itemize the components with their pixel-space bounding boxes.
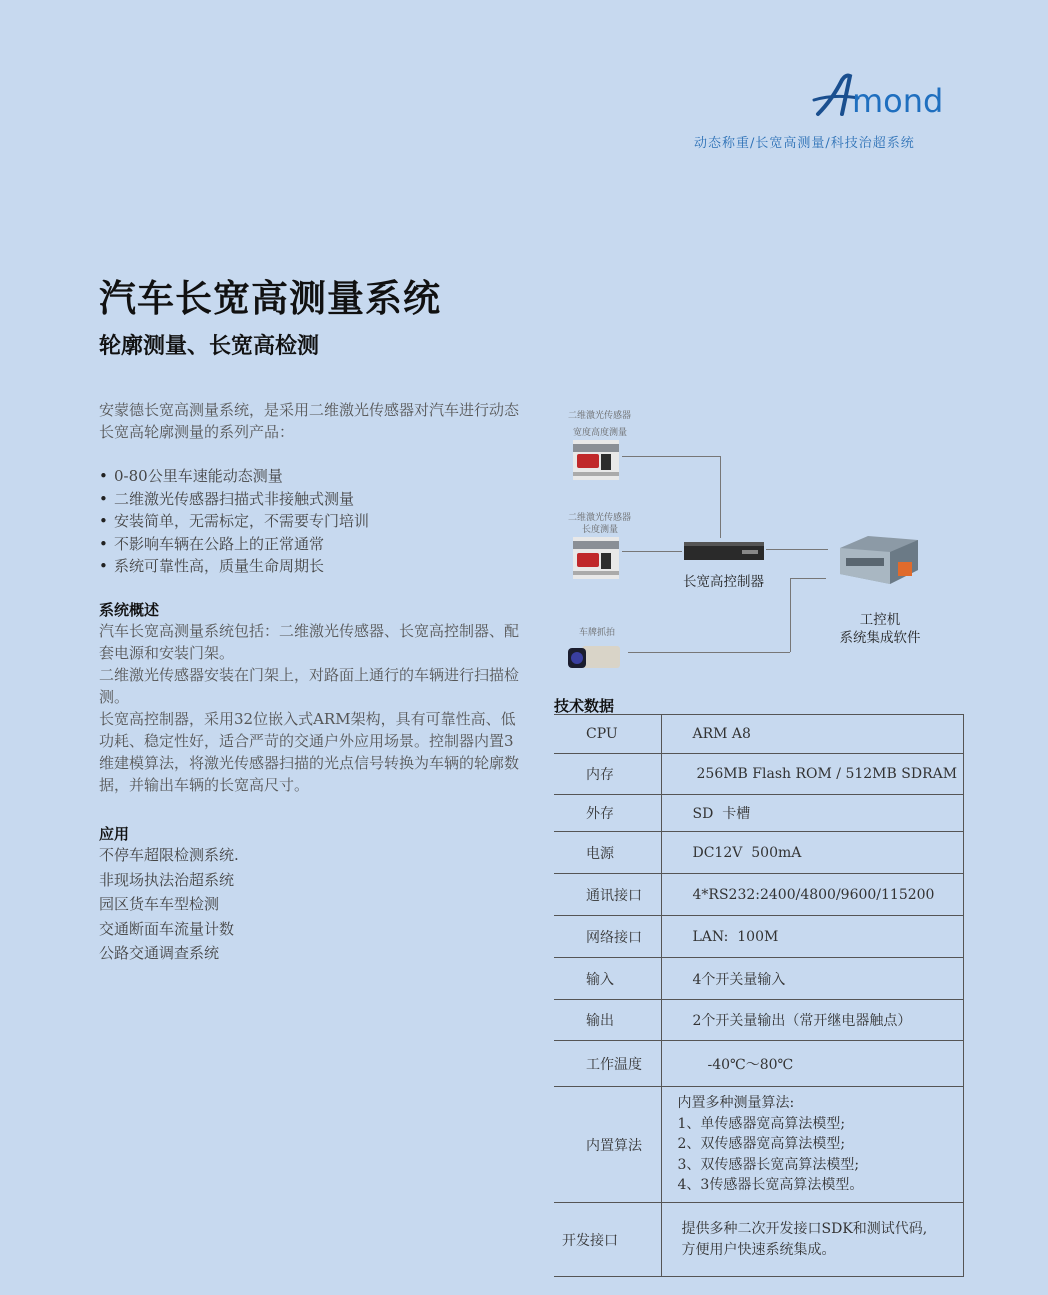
dev-line: 提供多种二次开发接口SDK和测试代码, [681, 1221, 928, 1237]
spec-key: CPU [554, 715, 661, 754]
applications-list [99, 843, 239, 966]
spec-value: DC12V 500mA [661, 832, 964, 874]
spec-row [554, 1000, 964, 1041]
feature-list [99, 465, 529, 578]
spec-key: 内置算法 [554, 1087, 661, 1203]
overview-paragraph: 汽车长宽高测量系统包括：二维激光传感器、长宽高控制器、配套电源和安装门架。 [99, 622, 520, 662]
sensor2-label: 二维激光传感器 [568, 513, 632, 523]
spec-row [554, 795, 964, 832]
laser-sensor-icon [573, 537, 619, 579]
spec-row [554, 832, 964, 874]
overview-paragraph: 二维激光传感器安装在门架上，对路面上通行的车辆进行扫描检测。 [99, 666, 520, 706]
algo-line: 4、3传感器长宽高算法模型。 [677, 1177, 864, 1194]
overview-heading: 系统概述 [99, 601, 160, 619]
spec-key: 内存 [554, 754, 661, 795]
spec-value: LAN: 100M [661, 916, 964, 958]
spec-row [554, 754, 964, 795]
page-subtitle: 轮廓测量、长宽高检测 [99, 333, 320, 359]
spec-row [554, 1041, 964, 1087]
spec-value: 4个开关量输入 [661, 958, 964, 1000]
overview-paragraph: 长宽高控制器，采用32位嵌入式ARM架构，具有可靠性高、低功耗、稳定性好，适合严苛的交通户外应用场景。控制器内置3维建模算法，将激光传感器扫描的光点信号转换为车辆的轮廓数据，并输出车辆的长宽高尺寸。 [99, 710, 520, 794]
controller-label: 长宽高控制器 [683, 574, 764, 590]
brand-logo [812, 70, 952, 122]
pc-label: 工控机 [859, 612, 901, 628]
application-item: 公路交通调查系统 [99, 944, 220, 962]
spec-key: 工作温度 [554, 1041, 661, 1087]
feature-item: • 系统可靠性高，质量生命周期长 [99, 555, 529, 578]
feature-item: • 安装简单，无需标定，不需要专门培训 [99, 510, 529, 533]
spec-value: ARM A8 [661, 715, 964, 754]
spec-key: 输出 [554, 1000, 661, 1041]
spec-value: 256MB Flash ROM / 512MB SDRAM [661, 754, 964, 795]
spec-key: 电源 [554, 832, 661, 874]
algo-line: 内置多种测量算法: [677, 1095, 795, 1112]
overview-body [99, 620, 524, 796]
sensor1-sublabel: 宽度高度测量 [573, 428, 628, 438]
spec-row [554, 715, 964, 754]
connector-line [790, 578, 826, 579]
connector-line [766, 549, 828, 550]
camera-icon [568, 640, 622, 674]
spec-value: -40℃～80℃ [661, 1041, 964, 1087]
connector-line [622, 551, 682, 552]
application-item: 交通断面车流量计数 [99, 919, 235, 938]
sensor2-sublabel: 长度测量 [582, 525, 619, 535]
feature-item: • 0-80公里车速能动态测量 [99, 465, 529, 488]
spec-row [554, 958, 964, 1000]
intro-paragraph: 安蒙德长宽高测量系统，是采用二维激光传感器对汽车进行动态长宽高轮廓测量的系列产品： [99, 401, 520, 441]
algo-line: 2、双传感器宽高算法模型; [677, 1136, 846, 1153]
feature-item: • 二维激光传感器扫描式非接触式测量 [99, 488, 529, 511]
connector-line [622, 456, 720, 457]
feature-item: • 不影响车辆在公路上的正常通常 [99, 533, 529, 556]
brand-tagline: 动态称重/长宽高测量/科技治超系统 [694, 136, 915, 151]
controller-device-icon [682, 538, 766, 564]
sensor1-label: 二维激光传感器 [568, 411, 632, 421]
spec-key: 网络接口 [554, 916, 661, 958]
pc-sublabel: 系统集成软件 [839, 630, 921, 646]
spec-key: 输入 [554, 958, 661, 1000]
algo-line: 3、双传感器长宽高算法模型; [677, 1156, 860, 1173]
connector-line [720, 456, 721, 538]
dev-line: 方便用户快速系统集成。 [681, 1241, 836, 1258]
application-item: 园区货车车型检测 [99, 895, 220, 913]
connector-line [628, 652, 790, 653]
spec-value-dev [661, 1203, 964, 1277]
specs-heading: 技术数据 [554, 697, 615, 715]
application-item: 不停车超限检测系统. [99, 846, 239, 864]
page-title: 汽车长宽高测量系统 [99, 276, 441, 320]
spec-key: 通讯接口 [554, 874, 661, 916]
spec-key: 外存 [554, 795, 661, 832]
spec-row [554, 1087, 964, 1203]
spec-row [554, 1203, 964, 1277]
algo-line: 1、单传感器宽高算法模型; [677, 1115, 846, 1132]
spec-value-algorithms [661, 1087, 964, 1203]
system-diagram [560, 400, 960, 690]
application-item: 非现场执法治超系统 [99, 870, 235, 889]
laser-sensor-icon [573, 440, 619, 480]
industrial-pc-icon [838, 530, 920, 586]
spec-value: 2个开关量输出（常开继电器触点） [661, 1000, 964, 1041]
camera-label: 车牌抓拍 [579, 628, 616, 638]
applications-heading: 应用 [99, 825, 130, 843]
spec-row [554, 916, 964, 958]
logo-text: mond [852, 82, 944, 120]
spec-value: SD 卡槽 [661, 795, 964, 832]
spec-row [554, 874, 964, 916]
spec-value: 4*RS232:2400/4800/9600/115200 [661, 874, 964, 916]
connector-line [790, 578, 791, 652]
specs-table [554, 714, 964, 1277]
spec-key: 开发接口 [554, 1203, 661, 1277]
